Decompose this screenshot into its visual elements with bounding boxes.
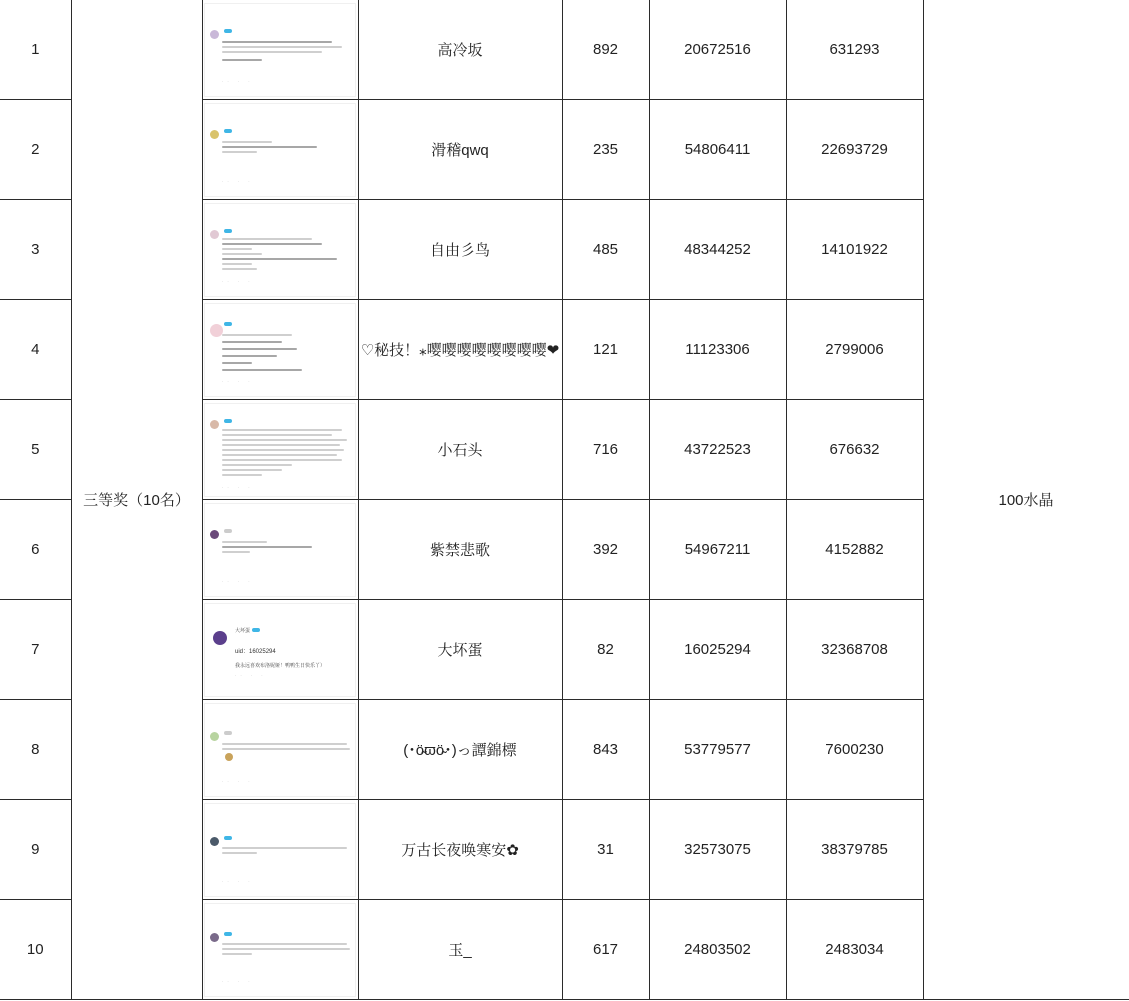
number-cell: 32368708 bbox=[786, 600, 923, 700]
thumb-username bbox=[222, 229, 232, 234]
avatar bbox=[210, 732, 219, 741]
rank-cell: 9 bbox=[0, 800, 71, 900]
uid-cell: 43722523 bbox=[649, 400, 786, 500]
nickname-cell: 高冷坂 bbox=[358, 0, 562, 100]
floor-cell: 235 bbox=[562, 100, 649, 200]
avatar bbox=[210, 933, 219, 942]
thumb-actions: ·· · · bbox=[222, 484, 254, 490]
number-cell: 22693729 bbox=[786, 100, 923, 200]
thumb-actions: ·· · · bbox=[222, 78, 254, 84]
thumb-username bbox=[222, 322, 232, 327]
uid-cell: 54806411 bbox=[649, 100, 786, 200]
number-cell: 38379785 bbox=[786, 800, 923, 900]
thumb-actions: ·· · · bbox=[222, 878, 254, 884]
floor-cell: 892 bbox=[562, 0, 649, 100]
rank-cell: 5 bbox=[0, 400, 71, 500]
nickname-cell: 紫禁悲歌 bbox=[358, 500, 562, 600]
floor-cell: 843 bbox=[562, 700, 649, 800]
screenshot-cell bbox=[202, 600, 358, 700]
thumb-username bbox=[222, 529, 232, 534]
screenshot-cell bbox=[202, 300, 358, 400]
uid-cell: 16025294 bbox=[649, 600, 786, 700]
nickname-cell: 滑稽qwq bbox=[358, 100, 562, 200]
uid-cell: 54967211 bbox=[649, 500, 786, 600]
comment-thumbnail bbox=[205, 704, 355, 796]
number-cell: 7600230 bbox=[786, 700, 923, 800]
comment-thumbnail bbox=[205, 904, 355, 996]
nickname-cell: (･ö̴ϖö̴･)っ譚錦標 bbox=[358, 700, 562, 800]
emoji-icon bbox=[225, 753, 233, 761]
uid-cell: 24803502 bbox=[649, 900, 786, 1000]
avatar bbox=[210, 420, 219, 429]
rank-cell: 6 bbox=[0, 500, 71, 600]
thumb-actions: ·· · · bbox=[222, 278, 254, 284]
floor-cell: 617 bbox=[562, 900, 649, 1000]
rank-cell: 8 bbox=[0, 700, 71, 800]
number-cell: 2799006 bbox=[786, 300, 923, 400]
number-cell: 631293 bbox=[786, 0, 923, 100]
screenshot-cell bbox=[202, 200, 358, 300]
screenshot-cell bbox=[202, 800, 358, 900]
thumb-actions: ·· · · bbox=[222, 578, 254, 584]
nickname-cell: ♡秘技！⁎嘤嘤嘤嘤嘤嘤嘤嘤❤ bbox=[358, 300, 562, 400]
screenshot-cell bbox=[202, 100, 358, 200]
uid-cell: 53779577 bbox=[649, 700, 786, 800]
uid-cell: 11123306 bbox=[649, 300, 786, 400]
comment-thumbnail bbox=[205, 204, 355, 296]
number-cell: 4152882 bbox=[786, 500, 923, 600]
screenshot-cell bbox=[202, 700, 358, 800]
screenshot-cell bbox=[202, 500, 358, 600]
screenshot-cell bbox=[202, 400, 358, 500]
thumb-actions: ·· · · bbox=[222, 178, 254, 184]
uid-cell: 32573075 bbox=[649, 800, 786, 900]
floor-cell: 485 bbox=[562, 200, 649, 300]
uid-cell: 48344252 bbox=[649, 200, 786, 300]
rank-cell: 2 bbox=[0, 100, 71, 200]
screenshot-cell bbox=[202, 0, 358, 100]
thumb-message: 我永远喜欢布洛妮娅！鸭鸭生日快乐丫） bbox=[235, 662, 326, 669]
thumb-username bbox=[222, 29, 232, 34]
number-cell: 2483034 bbox=[786, 900, 923, 1000]
screenshot-cell bbox=[202, 900, 358, 1000]
avatar bbox=[210, 530, 219, 539]
rank-cell: 4 bbox=[0, 300, 71, 400]
comment-thumbnail bbox=[205, 804, 355, 896]
comment-thumbnail bbox=[205, 604, 355, 696]
nickname-cell: 玉_ bbox=[358, 900, 562, 1000]
rank-cell: 1 bbox=[0, 0, 71, 100]
nickname-cell: 大坏蛋 bbox=[358, 600, 562, 700]
number-cell: 14101922 bbox=[786, 200, 923, 300]
thumb-actions: ·· · · bbox=[235, 672, 267, 678]
thumb-username bbox=[222, 731, 232, 736]
thumb-username bbox=[222, 419, 232, 424]
nickname-cell: 小石头 bbox=[358, 400, 562, 500]
comment-thumbnail bbox=[205, 504, 355, 596]
rank-cell: 7 bbox=[0, 600, 71, 700]
reward-cell: 100水晶 bbox=[923, 0, 1129, 1000]
comment-thumbnail bbox=[205, 104, 355, 196]
rank-cell: 3 bbox=[0, 200, 71, 300]
rank-cell: 10 bbox=[0, 900, 71, 1000]
thumb-username bbox=[222, 932, 232, 937]
comment-thumbnail bbox=[205, 304, 355, 396]
floor-cell: 716 bbox=[562, 400, 649, 500]
comment-thumbnail bbox=[205, 404, 355, 496]
comment-thumbnail bbox=[205, 4, 355, 96]
thumb-uid: uid：16025294 bbox=[235, 648, 276, 655]
thumb-actions: ·· · · bbox=[222, 378, 254, 384]
uid-cell: 20672516 bbox=[649, 0, 786, 100]
avatar bbox=[210, 837, 219, 846]
nickname-cell: 万古长夜唤寒安✿ bbox=[358, 800, 562, 900]
avatar bbox=[210, 130, 219, 139]
nickname-cell: 自由彡鸟 bbox=[358, 200, 562, 300]
table-row bbox=[0, 0, 1129, 100]
avatar bbox=[213, 631, 227, 645]
avatar bbox=[210, 230, 219, 239]
thumb-username bbox=[222, 129, 232, 134]
thumb-actions: ·· · · bbox=[222, 978, 254, 984]
avatar bbox=[210, 30, 219, 39]
floor-cell: 392 bbox=[562, 500, 649, 600]
prize-tier-cell: 三等奖（10名） bbox=[71, 0, 202, 1000]
floor-cell: 82 bbox=[562, 600, 649, 700]
thumb-username: 大坏蛋 bbox=[235, 628, 260, 635]
floor-cell: 121 bbox=[562, 300, 649, 400]
thumb-username bbox=[222, 836, 232, 841]
thumb-actions: ·· · · bbox=[222, 778, 254, 784]
number-cell: 676632 bbox=[786, 400, 923, 500]
floor-cell: 31 bbox=[562, 800, 649, 900]
